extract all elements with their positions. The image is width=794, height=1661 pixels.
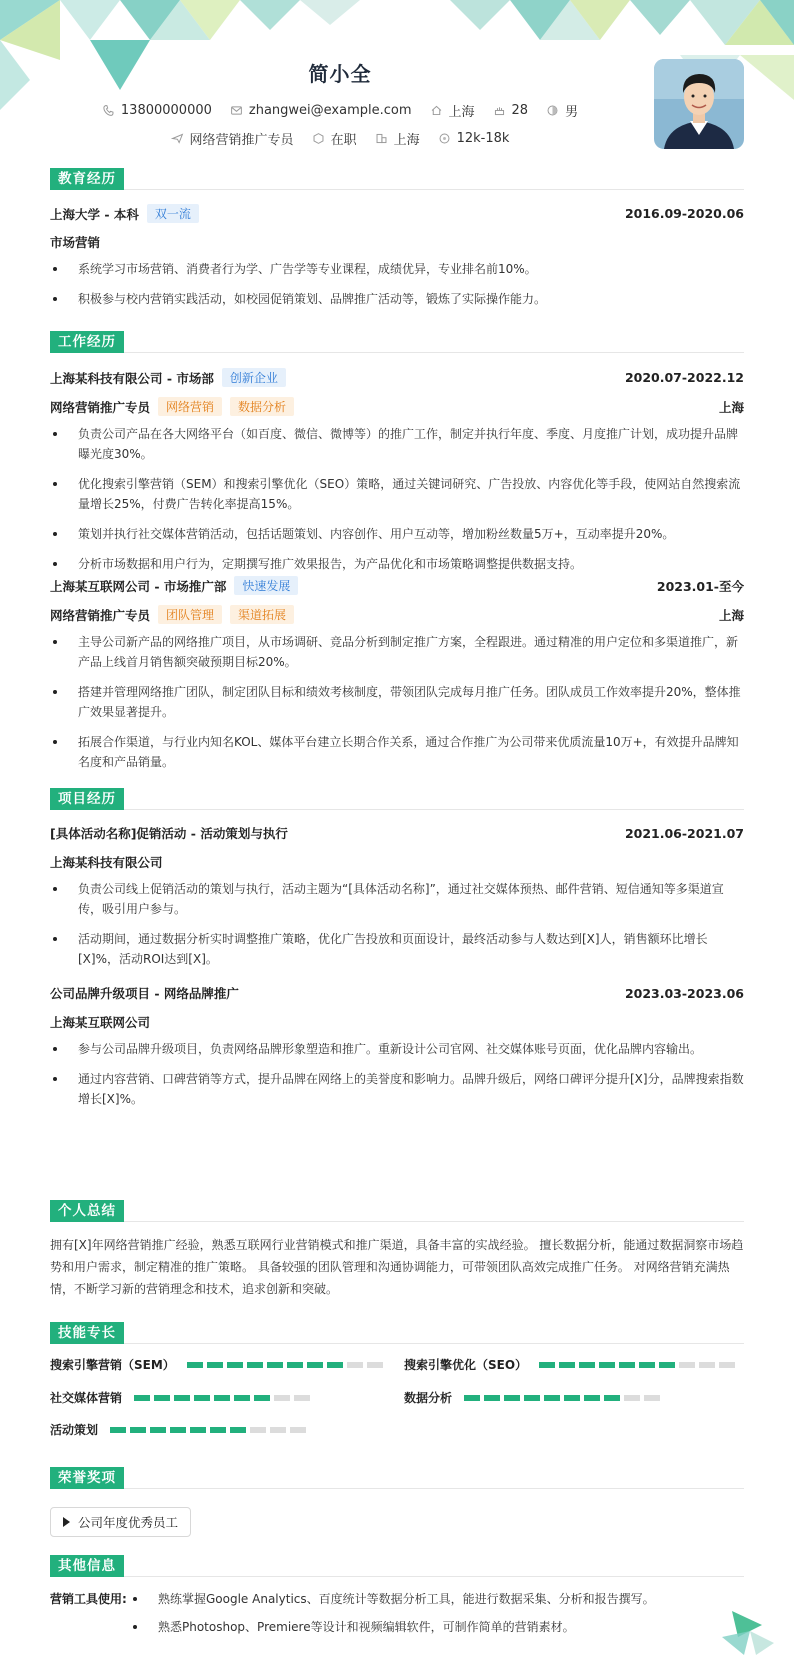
skill-segment [170, 1427, 186, 1433]
building-icon [375, 132, 388, 145]
education-section [50, 168, 744, 306]
award-name: 公司年度优秀员工 [78, 1515, 179, 1530]
list-item: 通过内容营销、口碑营销等方式，提升品牌在网络上的美誉度和影响力。品牌升级后，网络口碑评分提升[X]分，品牌搜索指数增长[X]%。 [50, 1069, 744, 1109]
phone-item [102, 103, 212, 118]
list-item: 优化搜索引擎营销（SEM）和搜索引擎优化（SEO）策略，通过关键词研究、广告投放、内容优化等手段，使网站自然搜索流量增长25%，付费广告转化率提高15%。 [50, 474, 744, 514]
job-location: 上海 [718, 399, 744, 415]
list-item: 负责公司产品在各大网络平台（如百度、微信、微博等）的推广工作，制定并执行年度、季度、月度推广计划，成功提升品牌曝光度30%。 [50, 424, 744, 464]
skill-level-bar [539, 1362, 735, 1368]
skill-name: 搜索引擎优化（SEO） [404, 1358, 528, 1372]
education-title: 教育经历 [50, 168, 124, 190]
company-tag: 创新企业 [222, 368, 286, 387]
role-tag: 团队管理 [158, 605, 222, 624]
other-section [50, 1555, 744, 1634]
skill-segment [287, 1362, 303, 1368]
email-item [230, 103, 412, 118]
skill-item [404, 1389, 660, 1406]
skill-segment [524, 1395, 540, 1401]
skills-section [50, 1322, 744, 1437]
other-bullets [130, 1589, 744, 1647]
skill-segment [214, 1395, 230, 1401]
position-value: 网络营销推广专员 [189, 133, 294, 148]
city-value: 上海 [448, 105, 475, 120]
job-company-row [50, 368, 744, 387]
skill-segment [659, 1362, 675, 1368]
skill-item [50, 1421, 306, 1438]
role-name: 网络营销推广专员 [50, 607, 151, 623]
skill-segment [644, 1395, 660, 1401]
skill-segment [247, 1362, 263, 1368]
skill-segment [294, 1395, 310, 1401]
project-company-row [50, 853, 744, 871]
project-name: [具体活动名称]促销活动 - 活动策划与执行 [50, 826, 288, 841]
job-date: 2023.01-至今 [656, 578, 744, 594]
job-bullets [50, 424, 744, 584]
age-value: 28 [511, 103, 529, 118]
contact-row [0, 101, 680, 120]
skill-level-bar [464, 1395, 660, 1401]
education-header [50, 168, 744, 190]
list-item: 策划并执行社交媒体营销活动，包括话题策划、内容创作、用户互动等，增加粉丝数量5万+，互动率提升20%。 [50, 524, 744, 544]
salary-value: 12k-18k [456, 131, 510, 146]
major-name: 市场营销 [50, 235, 101, 250]
skill-segment [230, 1427, 246, 1433]
skill-segment [274, 1395, 290, 1401]
skill-segment [207, 1362, 223, 1368]
skill-name: 活动策划 [50, 1423, 99, 1437]
skill-item [50, 1356, 383, 1373]
education-date: 2016.09-2020.06 [624, 206, 744, 221]
education-entry [50, 204, 744, 223]
skill-segment [227, 1362, 243, 1368]
other-label: 营销工具使用: [50, 1592, 127, 1606]
skill-segment [234, 1395, 250, 1401]
list-item: 系统学习市场营销、消费者行为学、广告学等专业课程，成绩优异，专业排名前10%。 [50, 259, 744, 279]
status-item [312, 129, 357, 148]
email-value: zhangwei@example.com [248, 103, 412, 118]
skill-segment [267, 1362, 283, 1368]
skill-segment [624, 1395, 640, 1401]
summary-title: 个人总结 [50, 1200, 124, 1222]
skill-segment [250, 1427, 266, 1433]
skill-segment [150, 1427, 166, 1433]
school-name: 上海大学 - 本科 [50, 206, 139, 222]
skill-item [404, 1356, 735, 1373]
work-title: 工作经历 [50, 331, 124, 353]
skill-name: 搜索引擎营销（SEM） [50, 1358, 175, 1372]
target-city-item [375, 129, 420, 148]
cake-icon [493, 104, 506, 117]
position-item [171, 129, 294, 148]
skill-segment [559, 1362, 575, 1368]
job-date: 2020.07-2022.12 [624, 370, 744, 385]
skill-segment [544, 1395, 560, 1401]
project-title: 项目经历 [50, 788, 124, 810]
skill-segment [210, 1427, 226, 1433]
skill-segment [154, 1395, 170, 1401]
skill-segment [254, 1395, 270, 1401]
skill-segment [619, 1362, 635, 1368]
mail-icon [230, 104, 243, 117]
skill-segment [367, 1362, 383, 1368]
project-name: 公司品牌升级项目 - 网络品牌推广 [50, 986, 239, 1001]
school-tag: 双一流 [147, 204, 199, 223]
home-icon [430, 104, 443, 117]
summary-section [50, 1200, 744, 1296]
phone-icon [102, 104, 115, 117]
project-date: 2023.03-2023.06 [624, 985, 744, 1001]
phone-value: 13800000000 [120, 103, 212, 118]
list-item: 熟练掌握Google Analytics、百度统计等数据分析工具，能进行数据采集、分析和报告撰写。 [130, 1589, 744, 1609]
skill-level-bar [134, 1395, 310, 1401]
target-city-value: 上海 [393, 133, 420, 148]
status-icon [312, 132, 325, 145]
salary-icon [438, 132, 451, 145]
project-section [50, 788, 744, 1106]
award-item [50, 1507, 191, 1537]
summary-text: 拥有[X]年网络营销推广经验，熟悉互联网行业营销模式和推广渠道，具备丰富的实战经验。 擅长数据分析，能通过数据洞察市场趋势和用户需求，制定精准的推广策略。 具备较强的团队管理和沟通协调能力，可带领团队高效完成推广任务。 对网络营销充满热情，不断学习新的营销理念和技术，追求创新和突破。 [50, 1238, 744, 1296]
job-role-row [50, 397, 744, 416]
candidate-name: 简小全 [308, 62, 372, 86]
skill-item [50, 1389, 310, 1406]
list-item: 参与公司品牌升级项目，负责网络品牌形象塑造和推广。重新设计公司官网、社交媒体账号页面，优化品牌内容输出。 [50, 1039, 744, 1059]
skill-segment [639, 1362, 655, 1368]
other-header [50, 1555, 744, 1577]
skill-segment [699, 1362, 715, 1368]
role-tag: 网络营销 [158, 397, 222, 416]
job-location: 上海 [718, 607, 744, 623]
skill-segment [190, 1427, 206, 1433]
send-icon [171, 132, 184, 145]
list-item: 活动期间，通过数据分析实时调整推广策略，优化广告投放和页面设计，最终活动参与人数达到[X]人，销售额环比增长[X]%，活动ROI达到[X]。 [50, 929, 744, 969]
skill-segment [504, 1395, 520, 1401]
project-bullets [50, 879, 744, 979]
skill-segment [327, 1362, 343, 1368]
skill-segment [584, 1395, 600, 1401]
skill-name: 数据分析 [404, 1391, 453, 1405]
company-name: 上海某互联网公司 - 市场推广部 [50, 578, 227, 594]
awards-header [50, 1467, 744, 1489]
skill-segment [604, 1395, 620, 1401]
skill-segment [134, 1395, 150, 1401]
skills-header [50, 1322, 744, 1344]
gender-icon [546, 104, 559, 117]
project-company: 上海某科技有限公司 [50, 855, 163, 870]
company-tag: 快速发展 [234, 576, 298, 595]
list-item: 分析市场数据和用户行为，定期撰写推广效果报告，为产品优化和市场策略调整提供数据支持。 [50, 554, 744, 574]
project-company-row [50, 1013, 744, 1031]
awards-title: 荣誉奖项 [50, 1467, 124, 1489]
list-item: 负责公司线上促销活动的策划与执行，活动主题为“[具体活动名称]”，通过社交媒体预热、邮件营销、短信通知等多渠道宣传，吸引用户参与。 [50, 879, 744, 919]
city-item [430, 101, 475, 120]
project-name-row [50, 984, 744, 1002]
work-header [50, 331, 744, 353]
project-bullets [50, 1039, 744, 1119]
skill-segment [539, 1362, 555, 1368]
skill-segment [564, 1395, 580, 1401]
skill-level-bar [110, 1427, 306, 1433]
role-tag: 数据分析 [230, 397, 294, 416]
skill-segment [679, 1362, 695, 1368]
skill-segment [484, 1395, 500, 1401]
project-company: 上海某互联网公司 [50, 1015, 151, 1030]
skill-segment [187, 1362, 203, 1368]
skill-name: 社交媒体营销 [50, 1391, 123, 1405]
skill-segment [290, 1427, 306, 1433]
list-item: 主导公司新产品的网络推广项目，从市场调研、竞品分析到制定推广方案，全程跟进。通过精准的用户定位和多渠道推广，新产品上线首月销售额突破预期目标20%。 [50, 632, 744, 672]
skill-segment [347, 1362, 363, 1368]
job-bullets [50, 632, 744, 782]
status-value: 在职 [330, 133, 357, 148]
list-item: 拓展合作渠道，与行业内知名KOL、媒体平台建立长期合作关系，通过合作推广为公司带来优质流量10万+，有效提升品牌知名度和产品销量。 [50, 732, 744, 772]
role-tag: 渠道拓展 [230, 605, 294, 624]
awards-section [50, 1467, 744, 1530]
age-item [493, 103, 529, 118]
play-icon [63, 1517, 70, 1527]
skill-segment [579, 1362, 595, 1368]
skill-segment [270, 1427, 286, 1433]
job-intent-row [0, 129, 680, 148]
list-item: 搭建并管理网络推广团队，制定团队目标和绩效考核制度，带领团队完成每月推广任务。团队成员工作效率提升20%，整体推广效果显著提升。 [50, 682, 744, 722]
project-name-row [50, 824, 744, 842]
skill-segment [307, 1362, 323, 1368]
job-company-row [50, 576, 744, 595]
gender-item [546, 101, 578, 120]
skill-segment [719, 1362, 735, 1368]
project-date: 2021.06-2021.07 [624, 825, 744, 841]
major-row [50, 233, 744, 251]
company-name: 上海某科技有限公司 - 市场部 [50, 370, 214, 386]
role-name: 网络营销推广专员 [50, 399, 151, 415]
skill-segment [110, 1427, 126, 1433]
skill-segment [130, 1427, 146, 1433]
salary-item [438, 131, 510, 146]
profile-photo [654, 59, 744, 149]
skill-segment [599, 1362, 615, 1368]
skill-level-bar [187, 1362, 383, 1368]
work-section [50, 331, 744, 769]
skill-segment [464, 1395, 480, 1401]
job-role-row [50, 605, 744, 624]
summary-header [50, 1200, 744, 1222]
gender-value: 男 [565, 105, 579, 120]
list-item: 熟悉Photoshop、Premiere等设计和视频编辑软件，可制作简单的营销素材。 [130, 1617, 744, 1637]
other-title: 其他信息 [50, 1555, 124, 1577]
skills-title: 技能专长 [50, 1322, 124, 1344]
project-header [50, 788, 744, 810]
list-item: 积极参与校内营销实践活动，如校园促销策划、品牌推广活动等，锻炼了实际操作能力。 [50, 289, 744, 309]
other-label-row [50, 1589, 127, 1609]
education-bullets [50, 259, 744, 319]
skill-segment [174, 1395, 190, 1401]
skill-segment [194, 1395, 210, 1401]
